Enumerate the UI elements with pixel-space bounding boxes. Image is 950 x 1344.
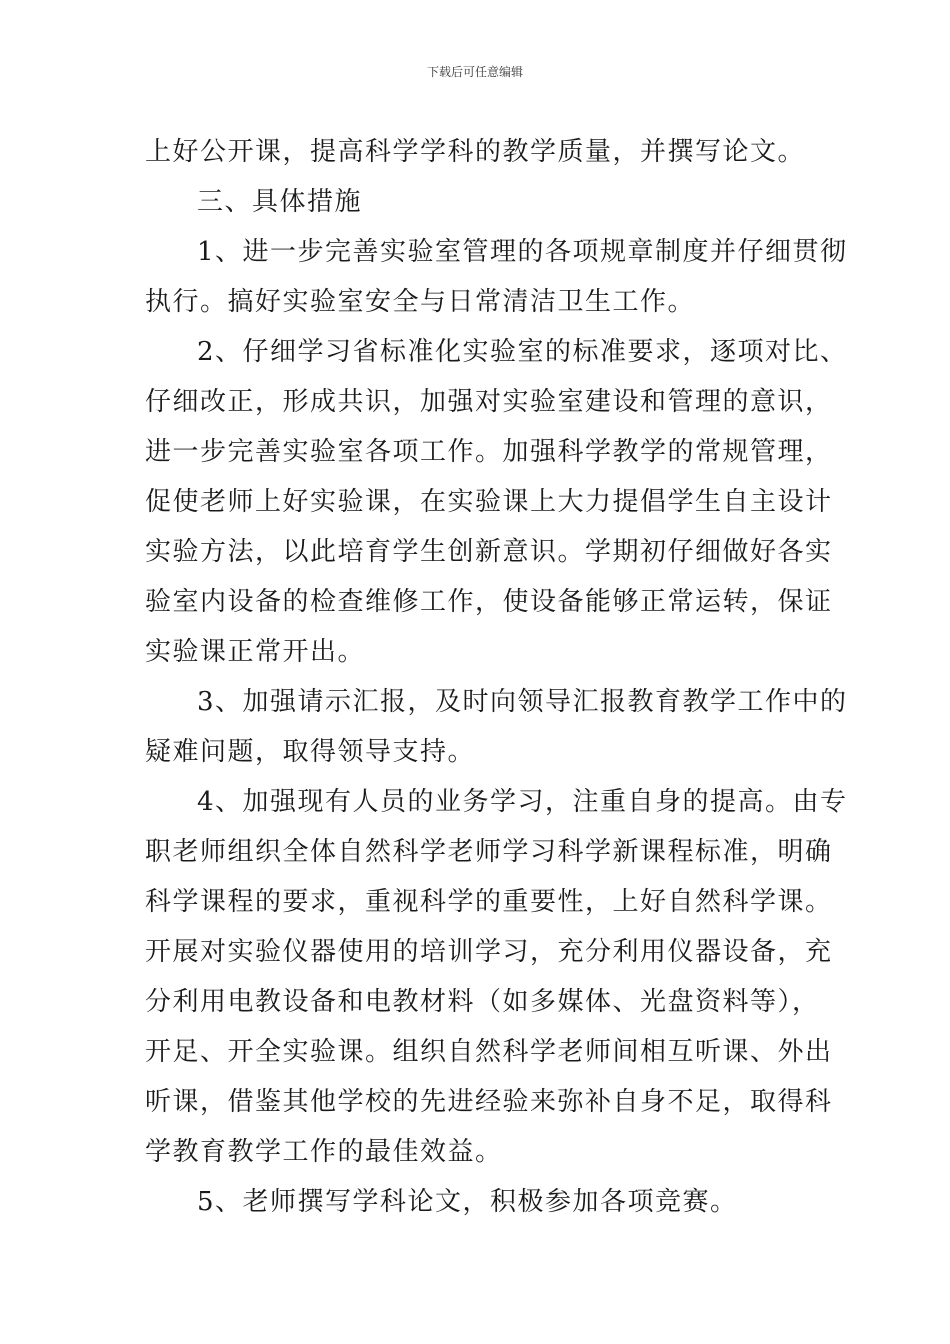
- text-line: 听课，借鉴其他学校的先进经验来弥补自身不足，取得科: [145, 1087, 833, 1117]
- text-line: 开展对实验仪器使用的培训学习，充分利用仪器设备，充: [145, 937, 833, 967]
- text-line: 4、加强现有人员的业务学习，注重自身的提高。由专: [197, 787, 848, 817]
- text-line: 验室内设备的检查维修工作，使设备能够正常运转，保证: [145, 587, 833, 617]
- text-line: 1、进一步完善实验室管理的各项规章制度并仔细贯彻: [197, 237, 848, 267]
- text-line: 学教育教学工作的最佳效益。: [145, 1137, 503, 1167]
- text-line: 促使老师上好实验课，在实验课上大力提倡学生自主设计: [145, 487, 833, 517]
- text-line: 实验课正常开出。: [145, 637, 366, 667]
- text-line: 3、加强请示汇报，及时向领导汇报教育教学工作中的: [197, 687, 848, 717]
- text-line: 仔细改正，形成共识，加强对实验室建设和管理的意识，: [145, 387, 833, 417]
- text-line: 进一步完善实验室各项工作。加强科学教学的常规管理，: [145, 437, 833, 467]
- section-heading: 三、具体措施: [197, 187, 363, 217]
- text-line: 职老师组织全体自然科学老师学习科学新课程标准，明确: [145, 837, 833, 867]
- text-line: 上好公开课，提高科学学科的教学质量，并撰写论文。: [145, 137, 806, 167]
- text-line: 2、仔细学习省标准化实验室的标准要求，逐项对比、: [197, 337, 848, 367]
- text-line: 开足、开全实验课。组织自然科学老师间相互听课、外出: [145, 1037, 833, 1067]
- text-line: 执行。搞好实验室安全与日常清洁卫生工作。: [145, 287, 696, 317]
- text-line: 5、老师撰写学科论文，积极参加各项竞赛。: [197, 1187, 738, 1217]
- document-body: [145, 127, 848, 1227]
- text-line: 实验方法，以此培育学生创新意识。学期初仔细做好各实: [145, 537, 833, 567]
- text-line: 分利用电教设备和电教材料（如多媒体、光盘资料等），: [145, 987, 820, 1017]
- page-header: 下载后可任意编辑: [426, 65, 523, 79]
- text-line: 疑难问题，取得领导支持。: [145, 737, 476, 767]
- text-line: 科学课程的要求，重视科学的重要性，上好自然科学课。: [145, 887, 833, 917]
